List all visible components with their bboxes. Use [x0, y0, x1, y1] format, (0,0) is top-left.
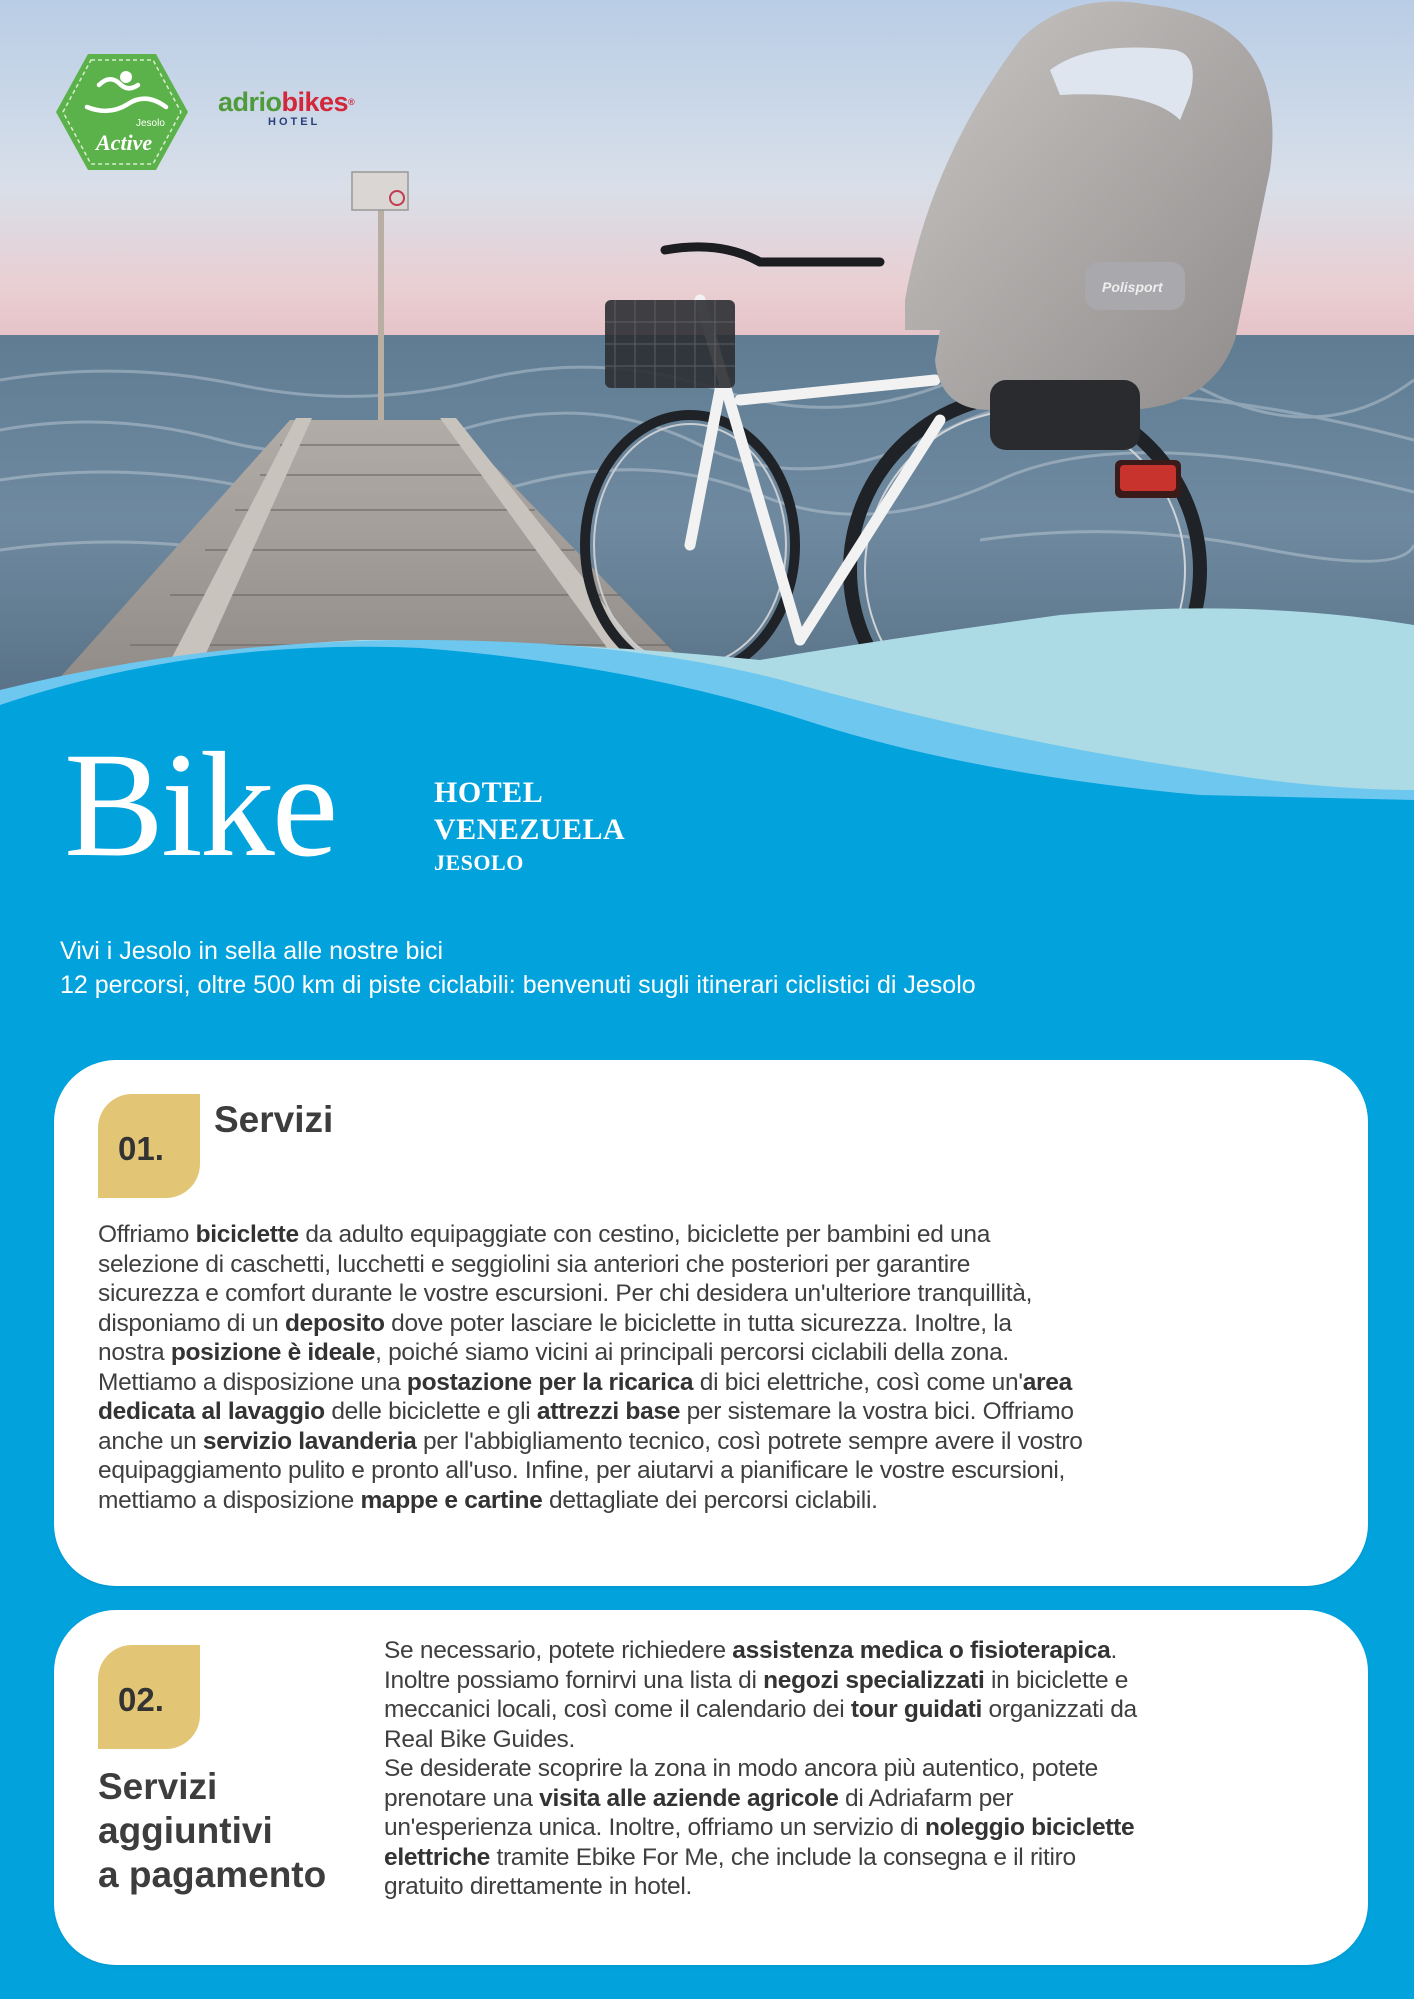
section-title-line: Servizi: [98, 1766, 218, 1807]
body-line: [384, 1784, 1344, 1814]
intro-line-1: Vivi i Jesolo in sella alle nostre bici: [60, 937, 444, 965]
body-line: [384, 1666, 1344, 1696]
body-text: delle biciclette e gli: [324, 1398, 537, 1425]
registered-mark: ®: [348, 97, 355, 107]
body-text: Real Bike Guides.: [384, 1725, 575, 1753]
body-text: organizzati da: [982, 1696, 1137, 1723]
logo-bikes-text: bikes: [281, 87, 349, 117]
hotel-name: [434, 774, 625, 878]
highlight-text: assistenza medica o fisioterapica: [732, 1637, 1111, 1664]
body-text: un'esperienza unica. Inoltre, offriamo un servizio di: [384, 1814, 925, 1841]
section-card-servizi-aggiuntivi: [54, 1610, 1368, 1965]
highlight-text: postazione per la ricarica: [406, 1368, 694, 1396]
body-text: Se desiderate scoprire la zona in modo ancora più autentico, potete: [384, 1755, 1099, 1782]
logo-active-text: Active: [96, 130, 153, 155]
highlight-text: biciclette: [195, 1221, 299, 1248]
section-body: [384, 1636, 1344, 1902]
highlight-text: attrezzi base: [536, 1398, 681, 1425]
section-title: [98, 1765, 398, 1897]
body-text: Inoltre possiamo fornirvi una lista di: [384, 1666, 764, 1694]
body-text: disponiamo di un: [98, 1309, 285, 1337]
body-text: dettagliate dei percorsi ciclabili.: [542, 1486, 878, 1514]
body-line: [98, 1220, 1328, 1250]
logo-jesolo-text: Jesolo: [136, 118, 165, 129]
body-text: Offriamo: [98, 1221, 196, 1248]
body-text: equipaggiamento pulito e pronto all'uso. Infine, per aiutarvi a pianificare le vostre escursioni,: [98, 1457, 1066, 1484]
body-line: [98, 1427, 1328, 1457]
highlight-text: dedicata al lavaggio: [98, 1398, 325, 1425]
body-text: in biciclette e: [984, 1666, 1129, 1694]
body-line: [384, 1754, 1344, 1784]
body-line: [98, 1338, 1328, 1368]
body-text: .: [1110, 1637, 1118, 1664]
jesolo-active-logo: [54, 52, 190, 172]
body-line: [384, 1843, 1344, 1873]
body-text: di Adriafarm per: [838, 1784, 1014, 1812]
body-line: [98, 1456, 1328, 1486]
body-line: [384, 1695, 1344, 1725]
body-line: [98, 1397, 1328, 1427]
body-text: prenotare una: [384, 1784, 540, 1812]
body-text: per sistemare la vostra bici. Offriamo: [680, 1398, 1074, 1425]
highlight-text: servizio lavanderia: [202, 1427, 417, 1455]
section-body: [98, 1220, 1328, 1515]
body-text: Se necessario, potete richiedere: [384, 1637, 733, 1664]
body-text: dove poter lasciare le biciclette in tutta sicurezza. Inoltre, la: [384, 1309, 1012, 1337]
hotel-location: JESOLO: [434, 850, 524, 875]
highlight-text: area: [1022, 1368, 1072, 1396]
highlight-text: negozi specializzati: [763, 1666, 985, 1694]
highlight-text: visita alle aziende agricole: [539, 1784, 839, 1812]
section-number: 01.: [118, 1130, 164, 1167]
hexagon-swimmer-icon: [54, 52, 190, 172]
highlight-text: mappe e cartine: [360, 1486, 543, 1514]
highlight-text: posizione è ideale: [170, 1339, 376, 1366]
highlight-text: noleggio biciclette: [924, 1814, 1135, 1841]
body-line: [98, 1309, 1328, 1339]
body-text: mettiamo a disposizione: [98, 1486, 361, 1514]
body-text: meccanici locali, così come il calendario dei: [384, 1696, 851, 1723]
adriobikes-hotel-logo: [218, 88, 388, 148]
body-line: [98, 1368, 1328, 1398]
hotel-line-2: VENEZUELA: [434, 813, 626, 846]
beach-pier-bicycle-illustration: [0, 0, 1414, 800]
section-card-servizi: [54, 1060, 1368, 1586]
section-number-badge: [98, 1094, 200, 1198]
hotel-line-1: HOTEL: [434, 776, 544, 809]
body-text: sicurezza e comfort durante le vostre escursioni. Per chi desidera un'ulteriore tranquillità,: [98, 1280, 1033, 1307]
body-text: Mettiamo a disposizione una: [98, 1368, 407, 1396]
body-text: gratuito direttamente in hotel.: [384, 1873, 693, 1900]
seat-brand-text: Polisport: [1102, 279, 1163, 295]
highlight-text: elettriche: [384, 1843, 490, 1871]
highlight-text: deposito: [284, 1309, 385, 1337]
section-title-line: aggiuntivi: [98, 1810, 273, 1851]
body-line: [98, 1486, 1328, 1516]
body-text: nostra: [98, 1339, 171, 1366]
body-text: tramite Ebike For Me, che include la consegna e il ritiro: [489, 1843, 1076, 1871]
section-number: 02.: [118, 1681, 164, 1718]
section-title: Servizi: [214, 1099, 334, 1140]
body-text: anche un: [98, 1427, 203, 1455]
body-line: [98, 1279, 1328, 1309]
logo-hotel-text: HOTEL: [268, 116, 321, 128]
body-text: per l'abbigliamento tecnico, così potrete sempre avere il vostro: [416, 1427, 1083, 1455]
highlight-text: tour guidati: [850, 1696, 983, 1723]
body-line: [384, 1813, 1344, 1843]
body-text: di bici elettriche, così come un': [693, 1368, 1023, 1396]
section-title-line: a pagamento: [98, 1854, 327, 1895]
body-line: [384, 1636, 1344, 1666]
body-line: [384, 1872, 1344, 1902]
body-text: da adulto equipaggiate con cestino, biciclette per bambini ed una: [298, 1221, 991, 1248]
adriobikes-wordmark: [218, 88, 388, 116]
body-line: [384, 1725, 1344, 1755]
hero-photo: [0, 0, 1414, 800]
body-line: [98, 1250, 1328, 1280]
body-text: selezione di caschetti, lucchetti e seggiolini sia anteriori che posteriori per garantire: [98, 1250, 971, 1278]
section-number-badge: [98, 1645, 200, 1749]
intro-line-2: 12 percorsi, oltre 500 km di piste ciclabili: benvenuti sugli itinerari ciclistici di Jesolo: [60, 971, 976, 999]
intro-text: [60, 934, 976, 1002]
page-title: Bike: [64, 722, 336, 888]
body-text: , poiché siamo vicini ai principali percorsi ciclabili della zona.: [375, 1339, 1009, 1366]
logo-adrio-text: adrio: [218, 87, 282, 117]
